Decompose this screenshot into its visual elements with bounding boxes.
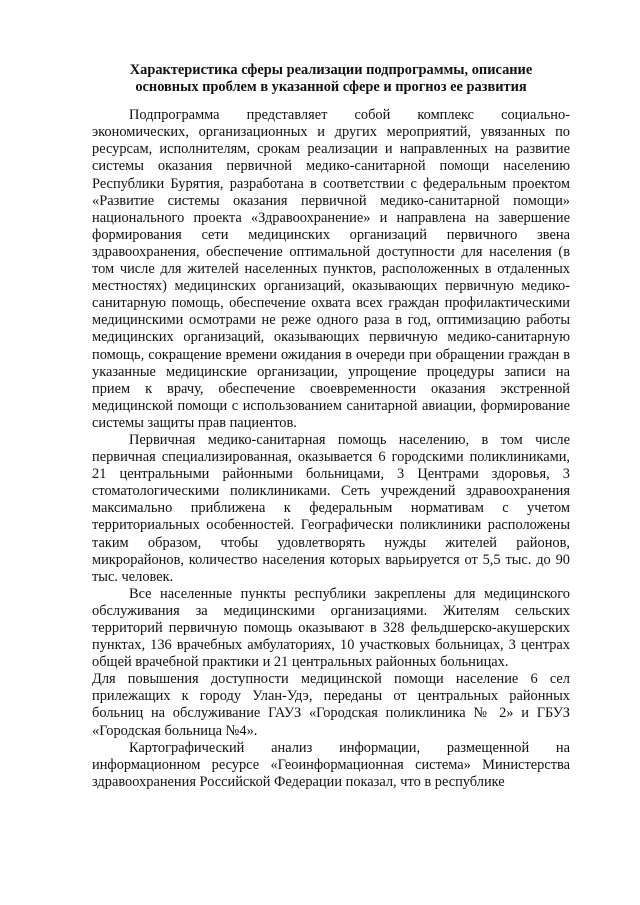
paragraph-primary-care: Первичная медико-санитарная помощь населению, в том числе первичная специализированная, оказывается 6 городскими поликлиниками, 21 центральными районными больницами, 3 Центрами здоровья, 3 стоматологическими поликлиниками. Сеть учреждений здравоохранения максимально приближена к федеральным нормативам с учетом территориальных особенностей. Географически поликлиники расположены таким образом, чтобы удовлетворять нужды жителей районов, микрорайонов, количество населения которых варьируется от 5,5 тыс. до 90 тыс. человек.: [92, 431, 570, 585]
document-title: [92, 62, 570, 96]
title-line-2: основных проблем в указанной сфере и прогноз ее развития: [135, 79, 527, 96]
document-page: [92, 62, 570, 791]
paragraph-subprogram-description: Подпрограмма представляет собой комплекс социально-экономических, организационных и других мероприятий, увязанных по ресурсам, исполнителям, срокам реализации и направленных на развитие системы оказания первичной медико-санитарной помощи населению Республики Бурятия, разработана в соответствии с федеральным проектом «Развитие системы оказания первичной медико-санитарной помощи» национального проекта «Здравоохранение» и направлена на завершение формирования сети медицинских организаций первичного звена здравоохранения, обеспечение оптимальной доступности для населения (в том числе для жителей населенных пунктов, расположенных в отдаленных местностях) медицинских организаций, оказывающих первичную медико-санитарную помощь, обеспечение охвата всех граждан профилактическими медицинскими осмотрами не реже одного раза в год, оптимизацию работы медицинских организаций, оказывающих первичную медико-санитарную помощь, сокращение времени ожидания в очереди при обращении граждан в указанные медицинские организации, упрощение процедуры записи на прием к врачу, обеспечение своевременности оказания экстренной медицинской помощи с использованием санитарной авиации, формирование системы защиты прав пациентов.: [92, 107, 570, 431]
paragraph-cartographic-analysis: Картографический анализ информации, размещенной на информационном ресурсе «Геоинформационная система» Министерства здравоохранения Российской Федерации показал, что в республике: [92, 739, 570, 790]
paragraph-accessibility: Для повышения доступности медицинской помощи население 6 сел прилежащих к городу Улан-Удэ, переданы от центральных районных больниц на обслуживание ГАУЗ «Городская поликлиника № 2» и ГБУЗ «Городская больница №4».: [92, 671, 570, 739]
title-line-1: Характеристика сферы реализации подпрограммы, описание: [129, 62, 533, 78]
paragraph-settlements: Все населенные пункты республики закреплены для медицинского обслуживания за медицинскими организациями. Жителям сельских территорий первичную помощь оказывают в 328 фельдшерско-акушерских пунктах, 136 врачебных амбулаториях, 10 участковых больницах, 3 центрах общей врачебной практики и 21 центральных районных больницах.: [92, 585, 570, 671]
